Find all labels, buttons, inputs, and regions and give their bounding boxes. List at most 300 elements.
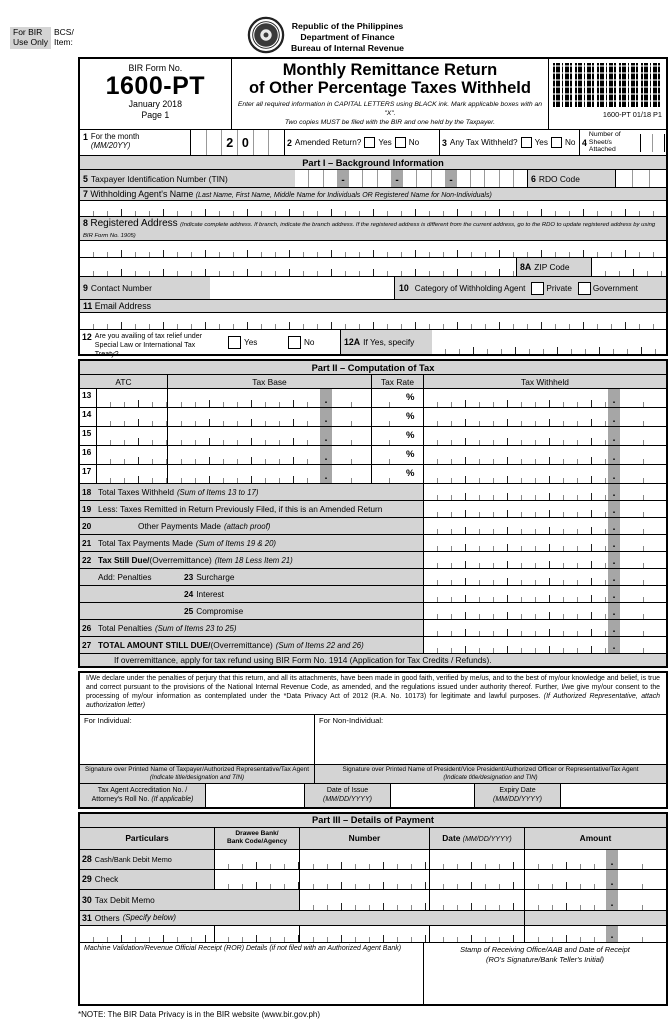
row-number: 18: [82, 487, 92, 497]
row-number: 22: [82, 555, 92, 565]
row-note: (Sum of Items 22 and 26): [275, 640, 364, 650]
decimal-cell: .: [608, 518, 620, 534]
decimal-cell: .: [608, 484, 620, 500]
contact-number-field[interactable]: [210, 277, 395, 299]
row-label: (Overremittance): [149, 555, 212, 565]
tax-base-field-13[interactable]: [168, 389, 320, 407]
stamp-label-2: (RO's Signature/Bank Teller's Initial): [486, 954, 604, 964]
atc-field-13[interactable]: [97, 389, 168, 407]
decimal-cell: .: [608, 427, 620, 445]
registered-address-field-2[interactable]: [80, 258, 516, 276]
amount-cents-23[interactable]: [620, 569, 666, 585]
row-note: (Specify below): [122, 913, 177, 923]
dof-line: Department of Finance: [300, 32, 395, 43]
email-address-field[interactable]: [80, 312, 666, 329]
row-number: 21: [82, 538, 92, 548]
atc-field-16[interactable]: [97, 446, 168, 464]
instruction-line1: Enter all required information in CAPITAL LETTERS using BLACK ink. Mark applicable boxes with an "X".: [237, 100, 543, 117]
decimal-cell: .: [608, 535, 620, 551]
category-government-label: Government: [592, 283, 638, 293]
tin-row: [80, 169, 666, 187]
percent-sign: %: [406, 468, 415, 479]
form-number: 1600-PT: [105, 71, 206, 100]
for-non-individual-cell[interactable]: [315, 715, 666, 764]
row-label: Check: [94, 874, 119, 885]
declaration-italic-note: (If Authorized Representative, attach authorization letter): [86, 692, 660, 709]
machine-validation-label: Machine Validation/Revenue Official Receipt (ROR) Details (if not filed with an Authorized Agent Bank): [84, 944, 402, 952]
number-field-28[interactable]: [300, 850, 430, 869]
part2-row-21: [80, 534, 666, 551]
date-field-28[interactable]: [430, 850, 525, 869]
row-number: 31: [82, 912, 92, 923]
amount-cents-19[interactable]: [620, 501, 666, 517]
registered-address-label: Registered Address: [90, 218, 178, 229]
month-cell[interactable]: [207, 130, 223, 155]
email-label: Email Address: [94, 301, 151, 311]
row-number: 13: [80, 389, 97, 407]
amount-cents-25[interactable]: [620, 603, 666, 619]
amount-field-22[interactable]: [424, 552, 608, 568]
tin-label: Taxpayer Identification Number (TIN): [90, 173, 228, 184]
validation-row: [80, 942, 666, 1004]
percent-sign: %: [406, 449, 415, 460]
accreditation-row: [80, 783, 666, 807]
tax-relief-yes-label: Yes: [244, 337, 258, 347]
part2-row-23: [80, 568, 666, 585]
decimal-cell: .: [606, 926, 618, 942]
registered-address-field[interactable]: [80, 240, 666, 257]
decimal-cell: .: [608, 408, 620, 426]
row-label: Total Penalties: [98, 623, 152, 633]
amount-field-24[interactable]: [424, 586, 608, 602]
atc-field-14[interactable]: [97, 408, 168, 426]
tax-rate-field-15[interactable]: [372, 427, 406, 445]
month-field[interactable]: [190, 130, 285, 155]
amended-no-label: No: [408, 138, 420, 147]
decimal-cell: .: [608, 552, 620, 568]
sheets-label-2: Sheet/s Attached: [588, 138, 616, 154]
box-header-part1: [78, 57, 668, 356]
row-label-bold: TOTAL AMOUNT STILL DUE/: [98, 640, 211, 650]
tax-rate-field-13[interactable]: [372, 389, 406, 407]
date-field-29[interactable]: [430, 870, 525, 889]
stamp-box[interactable]: [424, 943, 666, 1004]
row-number: 30: [82, 894, 92, 905]
decimal-cell: .: [606, 870, 618, 889]
tax-base-field-16[interactable]: [168, 446, 320, 464]
signature-area: [80, 714, 666, 764]
amended-yes-checkbox[interactable]: [364, 137, 375, 148]
item2-number: 2: [287, 137, 292, 148]
tax-base-cents-14[interactable]: [332, 408, 372, 426]
tax-relief-row: [80, 329, 666, 358]
item8a-number: 8A: [520, 262, 532, 272]
amount-cents-30[interactable]: [618, 890, 666, 910]
item9-number: 9: [83, 283, 88, 293]
date-of-issue-field[interactable]: [390, 784, 475, 807]
category-government-checkbox[interactable]: [578, 282, 591, 295]
month-cell-year-prefix: 2: [222, 130, 238, 155]
decimal-cell: .: [608, 465, 620, 483]
tin-dash: -: [391, 170, 403, 187]
amount-field-23[interactable]: [424, 569, 608, 585]
date-of-issue-format: (MM/DD/YYYY): [323, 796, 372, 804]
amount-field-20[interactable]: [424, 518, 608, 534]
part1-band: Part I – Background Information: [80, 155, 666, 169]
row-number: 26: [82, 623, 92, 633]
amount-field-28[interactable]: [525, 850, 606, 869]
instruction-line2: Two copies MUST be filed with the BIR and one held by the Taxpayer.: [284, 118, 496, 126]
line1-row: [80, 129, 666, 155]
others-drawee-field[interactable]: [215, 926, 300, 942]
tax-withheld-yes-checkbox[interactable]: [521, 137, 532, 148]
item6-number: 6: [531, 173, 536, 184]
declaration-text: [80, 673, 666, 714]
percent-sign: %: [406, 392, 415, 403]
amount-cents-29[interactable]: [618, 870, 666, 889]
col-tax-rate: Tax Rate: [372, 375, 424, 388]
tax-withheld-field-16[interactable]: [424, 446, 608, 464]
atc-field-17[interactable]: [97, 465, 168, 483]
row-number: 17: [80, 465, 97, 483]
tax-base-cents-13[interactable]: [332, 389, 372, 407]
item10-number: 10: [399, 283, 409, 293]
amount-cents-26[interactable]: [620, 620, 666, 636]
row-number: 24: [184, 589, 194, 599]
month-cell[interactable]: [191, 130, 207, 155]
tax-relief-no-checkbox[interactable]: [288, 336, 301, 349]
declaration-body: I/We declare under the penalties of perjury that this return, and all its attachments, have been made in good faith, verified by me/us, and to the best of my/our knowledge and belief, is true and correct pursuant to the provisions of the National Internal Revenue Code, as amended, and the regulations issued under authority thereof. Further, I/we give my/our consent to the processing of my/our information as contemplated under the *Data Privacy Act of 2012 (R.A. No. 10173) for legitimate and lawful purposes.: [86, 675, 660, 700]
row-label: Interest: [196, 589, 224, 599]
accreditation-number-field[interactable]: [205, 784, 305, 807]
agent-name-field[interactable]: [80, 200, 666, 216]
number-field-29[interactable]: [300, 870, 430, 889]
amount-field-25[interactable]: [424, 603, 608, 619]
row-label: Total Taxes Withheld: [98, 487, 174, 497]
decimal-cell: .: [606, 850, 618, 869]
tax-withheld-cents-13[interactable]: [620, 389, 666, 407]
row-label: Less: Taxes Remitted in Return Previously Filed, if this is an Amended Return: [98, 504, 383, 514]
category-label: Category of Withholding Agent: [414, 283, 526, 293]
amount-field-19[interactable]: [424, 501, 608, 517]
col-tax-base: Tax Base: [168, 375, 372, 388]
part2-row-17: [80, 464, 666, 483]
part3-row-29: [80, 869, 666, 889]
month-label: For the month: [90, 132, 140, 141]
overremittance-note: If overremittance, apply for tax refund using BIR Form No. 1914 (Application for Tax Credits / Refunds).: [80, 653, 666, 666]
expiry-date-label: Expiry Date: [499, 787, 536, 795]
category-private-label: Private: [546, 283, 572, 293]
relief-label-1: Are you availing of tax relief under: [94, 332, 203, 340]
expiry-date-field[interactable]: [560, 784, 666, 807]
privacy-footnote: *NOTE: The BIR Data Privacy is in the BIR website (www.bir.gov.ph): [78, 1009, 321, 1019]
stamp-label-1: Stamp of Receiving Office/AAB and Date of Receipt: [460, 944, 630, 954]
barcode-block: [548, 59, 666, 129]
form-edition: January 2018: [128, 99, 182, 110]
decimal-cell: .: [608, 501, 620, 517]
part2-row-20: [80, 517, 666, 534]
accreditation-label-1: Tax Agent Accreditation No. /: [97, 787, 188, 795]
tax-base-field-14[interactable]: [168, 408, 320, 426]
row-note: (Sum of Items 19 & 20): [195, 538, 277, 548]
others-particulars-field[interactable]: [80, 926, 215, 942]
part3-column-headers: [80, 827, 666, 849]
form-header: [80, 59, 666, 129]
month-cell-year-prefix: 0: [238, 130, 254, 155]
amended-return-label: Amended Return?: [294, 138, 362, 147]
part3-row-30: [80, 889, 666, 910]
rdo-label: RDO Code: [538, 173, 580, 184]
row-number: 29: [82, 874, 92, 885]
decimal-cell: .: [608, 586, 620, 602]
col-particulars: Particulars: [80, 828, 215, 849]
registered-address-note: (Indicate complete address. If branch, indicate the branch address. If the registered address is different from the current address, go to the RDO to update registered address by using BIR Form No. 1905): [83, 222, 656, 239]
form-no-label: BIR Form No.: [128, 63, 183, 73]
relief-specify-label: If Yes, specify: [363, 337, 415, 347]
amount-cents-28[interactable]: [618, 850, 666, 869]
tax-withheld-field-14[interactable]: [424, 408, 608, 426]
accreditation-label-3: (If applicable): [151, 796, 194, 804]
month-cell[interactable]: [254, 130, 270, 155]
item12a-number: 12A: [344, 337, 361, 347]
row-label: Other Payments Made: [138, 521, 222, 531]
tax-withheld-cents-15[interactable]: [620, 427, 666, 445]
for-non-individual-label: For Non-Individual:: [319, 715, 384, 725]
email-header: [80, 299, 666, 312]
item-label: Item:: [53, 36, 73, 47]
tax-withheld-cents-14[interactable]: [620, 408, 666, 426]
decimal-cell: .: [320, 446, 332, 464]
percent-sign: %: [406, 411, 415, 422]
col-tax-withheld: Tax Withheld: [521, 376, 569, 387]
row-number: 16: [80, 446, 97, 464]
month-format: (MM/20YY): [90, 141, 131, 151]
machine-validation-box[interactable]: [80, 943, 424, 1004]
decimal-cell: .: [608, 389, 620, 407]
bir-seal-icon: [247, 16, 285, 59]
item5-number: 5: [83, 173, 88, 184]
amount-cents-22[interactable]: [620, 552, 666, 568]
for-individual-cell[interactable]: [80, 715, 315, 764]
part2-row-25: [80, 602, 666, 619]
tax-relief-yes-checkbox[interactable]: [228, 336, 241, 349]
item4-number: 4: [582, 137, 587, 148]
row-label-bold: Tax Still Due/: [98, 555, 150, 565]
tax-withheld-field-17[interactable]: [424, 465, 608, 483]
part2-row-18: [80, 483, 666, 500]
agent-name-label: Withholding Agent's Name: [90, 189, 194, 199]
date-of-issue-label: Date of Issue: [326, 787, 369, 795]
amount-cents-27[interactable]: [620, 637, 666, 653]
item3-number: 3: [442, 137, 447, 148]
part3-others-specify-row: [80, 925, 666, 942]
registered-address-header: [80, 216, 666, 240]
relief-label-2: Special Law or International Tax Treaty?: [94, 340, 196, 358]
part2-band: Part II – Computation of Tax: [80, 361, 666, 374]
tax-base-cents-17[interactable]: [332, 465, 372, 483]
tin-dash: -: [445, 170, 457, 187]
row-number: 19: [82, 504, 92, 514]
gov-header: [247, 16, 404, 59]
any-tax-withheld-label: Any Tax Withheld?: [449, 138, 518, 147]
part2-row-14: [80, 407, 666, 426]
amount-field-26[interactable]: [424, 620, 608, 636]
sig-caption-right: Signature over Printed Name of President/Vice President/Authorized Officer or Representative/Tax Agent: [342, 765, 639, 773]
item12-number: 12: [82, 332, 92, 342]
decimal-cell: .: [608, 569, 620, 585]
amount-field-29[interactable]: [525, 870, 606, 889]
row-note: (attach proof): [224, 521, 271, 531]
category-private-checkbox[interactable]: [531, 282, 544, 295]
sheets-cell[interactable]: [653, 134, 664, 152]
tax-base-field-15[interactable]: [168, 427, 320, 445]
amended-no-checkbox[interactable]: [395, 137, 406, 148]
form-title-block: [232, 59, 549, 129]
row-number: 28: [82, 854, 92, 865]
decimal-cell: .: [320, 427, 332, 445]
sig-caption-left-sub: (Indicate title/designation and TIN): [149, 774, 245, 782]
tax-withheld-field-13[interactable]: [424, 389, 608, 407]
tax-base-cents-16[interactable]: [332, 446, 372, 464]
tax-withheld-field-15[interactable]: [424, 427, 608, 445]
zip-row: [80, 257, 666, 276]
amount-field-30[interactable]: [525, 890, 606, 910]
part2-row-24: [80, 585, 666, 602]
agent-name-note: (Last Name, First Name, Middle Name for Individuals OR Registered Name for Non-Individuals): [195, 192, 492, 199]
month-cell[interactable]: [269, 130, 284, 155]
row-number: 20: [82, 521, 92, 531]
row-label: (Overremittance): [210, 640, 273, 650]
sig-caption-right-sub: (Indicate title/designation and TIN): [443, 774, 538, 782]
sheets-cell[interactable]: [641, 134, 653, 152]
tin-field[interactable]: [295, 170, 527, 187]
decimal-cell: .: [608, 603, 620, 619]
box-part2: [78, 359, 668, 668]
part2-row-13: [80, 388, 666, 407]
sig-caption-left: Signature over Printed Name of Taxpayer/Authorized Representative/Tax Agent: [84, 765, 310, 773]
part2-row-27: [80, 636, 666, 653]
row-number: 14: [80, 408, 97, 426]
date-field-30[interactable]: [430, 890, 525, 910]
tax-rate-field-16[interactable]: [372, 446, 406, 464]
sheets-attached-field[interactable]: [640, 134, 665, 152]
drawee-bank-field-28[interactable]: [215, 850, 300, 869]
row-label: Cash/Bank Debit Memo: [94, 854, 172, 864]
relief-specify-field[interactable]: [432, 330, 666, 354]
for-bir-label-1: For BIR: [13, 27, 43, 37]
percent-sign: %: [406, 430, 415, 441]
tax-withheld-cents-17[interactable]: [620, 465, 666, 483]
number-field-30[interactable]: [300, 890, 430, 910]
penalties-prefix: Add: Penalties: [98, 572, 152, 582]
decimal-cell: .: [608, 446, 620, 464]
amount-cents-21[interactable]: [620, 535, 666, 551]
decimal-cell: .: [608, 637, 620, 653]
signature-captions: [80, 764, 666, 783]
bir-line: Bureau of Internal Revenue: [291, 42, 404, 53]
col-atc: ATC: [80, 375, 168, 388]
accreditation-label-2: Attorney's Roll No.: [91, 796, 150, 804]
barcode-caption: 1600-PT 01/18 P1: [602, 110, 662, 119]
row-number: 15: [80, 427, 97, 445]
amount-field-27[interactable]: [424, 637, 608, 653]
part3-row-28: [80, 849, 666, 869]
contact-row: [80, 276, 666, 299]
form-number-block: [80, 59, 232, 129]
republic-line: Republic of the Philippines: [291, 21, 404, 32]
decimal-cell: .: [608, 620, 620, 636]
rdo-code-field[interactable]: [615, 170, 666, 187]
item11-number: 11: [83, 301, 93, 311]
decimal-cell: .: [320, 465, 332, 483]
for-individual-label: For Individual:: [84, 715, 132, 725]
amount-cents-24[interactable]: [620, 586, 666, 602]
decimal-cell: .: [320, 389, 332, 407]
bcs-label: BCS/: [53, 27, 74, 37]
tax-rate-field-17[interactable]: [372, 465, 406, 483]
amount-cents-18[interactable]: [620, 484, 666, 500]
part2-row-19: [80, 500, 666, 517]
item8-number: 8: [83, 218, 88, 228]
row-note: (Item 18 Less Item 21): [214, 555, 293, 565]
row-label: Others: [94, 912, 120, 923]
tax-base-cents-15[interactable]: [332, 427, 372, 445]
tax-base-field-17[interactable]: [168, 465, 320, 483]
part2-row-26: [80, 619, 666, 636]
barcode: [553, 63, 662, 107]
part3-band: Part III – Details of Payment: [80, 814, 666, 827]
tax-rate-field-14[interactable]: [372, 408, 406, 426]
form-page: Page 1: [141, 110, 170, 121]
part2-row-22: [80, 551, 666, 568]
row-label: Total Tax Payments Made: [98, 538, 193, 548]
decimal-cell: .: [320, 408, 332, 426]
others-amount-field[interactable]: [525, 926, 606, 942]
expiry-date-format: (MM/DD/YYYY): [493, 796, 542, 804]
part2-row-16: [80, 445, 666, 464]
col-drawee-bank: Drawee Bank/ Bank Code/Agency: [215, 828, 300, 849]
drawee-bank-field-29[interactable]: [215, 870, 300, 889]
tin-dash: -: [337, 170, 349, 187]
tax-withheld-cents-16[interactable]: [620, 446, 666, 464]
amended-yes-label: Yes: [378, 138, 392, 147]
zip-code-field[interactable]: [591, 258, 666, 276]
atc-field-15[interactable]: [97, 427, 168, 445]
agent-name-header: [80, 187, 666, 200]
item1-number: 1: [83, 132, 88, 142]
col-date: Date (MM/DD/YYYY): [430, 828, 525, 849]
part2-column-headers: [80, 374, 666, 388]
amount-field-18[interactable]: [424, 484, 608, 500]
box-declaration: [78, 671, 668, 809]
tax-relief-no-label: No: [304, 337, 315, 347]
row-number: 27: [82, 640, 92, 650]
part3-row-31: [80, 910, 666, 925]
part2-row-15: [80, 426, 666, 445]
others-amount-cents[interactable]: [618, 926, 666, 942]
decimal-cell: .: [606, 890, 618, 910]
row-label: Compromise: [196, 606, 244, 616]
tax-withheld-no-label: No: [564, 138, 576, 147]
for-bir-label-2: Use Only: [13, 36, 48, 47]
amount-cents-20[interactable]: [620, 518, 666, 534]
others-date-field[interactable]: [430, 926, 525, 942]
row-note: (Sum of Items 23 to 25): [154, 623, 237, 633]
col-number: Number: [300, 828, 430, 849]
tax-withheld-no-checkbox[interactable]: [551, 137, 562, 148]
others-number-field[interactable]: [300, 926, 430, 942]
amount-field-21[interactable]: [424, 535, 608, 551]
